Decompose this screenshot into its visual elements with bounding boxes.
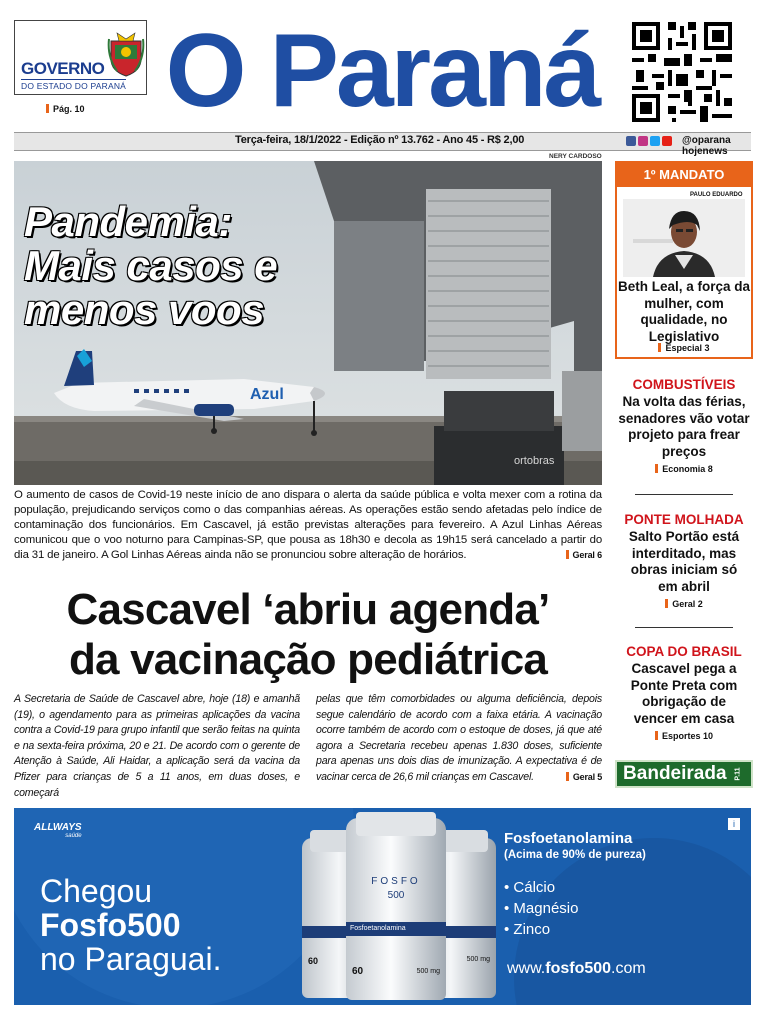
bandeirada-page-ref: P.11	[734, 767, 742, 781]
bottle-left-count: 60	[308, 956, 319, 966]
ad-bullet: Magnésio	[513, 900, 579, 917]
governo-logo[interactable]	[14, 20, 147, 95]
sidebar-divider	[635, 494, 733, 495]
ponte-molhada-body: Salto Portão está interditado, mas obras iniciam só em abril	[628, 529, 740, 594]
governo-word: GOVERNO	[21, 59, 105, 78]
ad-bullet: Zinco	[513, 921, 551, 938]
ad-url-suffix: .com	[611, 960, 646, 977]
mandato-body: Beth Leal, a força da mulher, com qualidade, no Legislativo	[617, 279, 751, 344]
coat-of-arms-icon	[107, 31, 145, 77]
copa-title: COPA DO BRASIL	[626, 644, 742, 659]
vaccine-headline-line2: da vacinação pediátrica	[68, 635, 548, 684]
youtube-icon[interactable]	[662, 136, 672, 146]
copa-body: Cascavel pega a Ponte Preta com obrigação de vencer em casa	[630, 661, 738, 726]
pandemia-headline-line3: menos voos	[24, 286, 265, 333]
sidebar-story-combustiveis[interactable]	[615, 377, 753, 474]
sidebar-story-ponte-molhada[interactable]	[615, 512, 753, 609]
ponte-molhada-page-ref[interactable]: Geral 2	[615, 599, 753, 609]
bottle-center-dose: 500 mg	[416, 968, 440, 975]
twitter-icon[interactable]	[650, 136, 660, 146]
combustiveis-title: COMBUSTÍVEIS	[632, 377, 736, 392]
bottle-center	[346, 818, 446, 1000]
ad-url-prefix: www.	[507, 960, 546, 977]
social-handle[interactable]: @oparana hojenews	[682, 135, 731, 157]
photo-credit: NERY CARDOSO	[549, 153, 602, 160]
jetbridge-brand: ortobras	[514, 455, 555, 467]
vaccine-column-1: A Secretaria de Saúde de Cascavel abre, hoje (18) e amanhã (19), o agendamento para as primeiras aplicações da vacina contra a Covid-19 para grupo infantil que serão feitas na quinta e na sexta-feira próxima, 20 e 21. De acordo com o gerente de Atenção à Saúde, Ali Haidar, a aplicação será da vacina da Pfizer para crianças de 5 a 11 anos, em duas doses, e começará	[14, 693, 300, 799]
bandeirada-label: Bandeirada	[623, 763, 727, 785]
fosfo500-ad[interactable]	[14, 808, 751, 1005]
bottle-right-dose: 500 mg	[466, 956, 490, 963]
ad-headline-1: Chegou	[40, 873, 153, 909]
governo-page-ref[interactable]: Pág. 10	[46, 104, 85, 114]
ad-headline	[40, 874, 221, 976]
allways-logo	[34, 822, 82, 839]
copa-page-ref[interactable]: Esportes 10	[615, 731, 753, 741]
ad-product-title: Fosfoetanolamina	[504, 830, 633, 847]
social-icons[interactable]	[626, 136, 672, 146]
sidebar-story-copa-do-brasil[interactable]	[615, 644, 753, 741]
governo-sub: DO ESTADO DO PARANÁ	[21, 81, 127, 91]
ad-url[interactable]	[507, 960, 646, 978]
beth-leal-portrait	[623, 199, 745, 277]
bottle-label-1: FOSFO	[371, 876, 421, 887]
pandemia-lead-text: O aumento de casos de Covid-19 neste início de ano dispara o alerta da saúde pública e volta mexer com a rotina da população, prejudicando serviços como o das companhias aéreas. As operações estão sendo afetadas pelo índice de contaminação dos funcionários. Em Cascavel, já estão previstas alterações para fevereiro. A Azul Linhas Aéreas comunicou que o voo noturno para Campinas-SP, que pousa as 18h30 e decola as 19h15 será cancelado a partir do dia 31 de janeiro. A Gol Linhas Aéreas ainda não se pronunciou sobre alteração de horários.	[14, 489, 602, 561]
bottle-label-2: 500	[387, 890, 405, 901]
vaccine-headline-line1: Cascavel ‘abriu agenda’	[66, 585, 550, 634]
ad-bullets: • Cálcio • Magnésio • Zinco	[504, 879, 579, 938]
mandato-box[interactable]	[615, 161, 753, 359]
combustiveis-body: Na volta das férias, senadores vão votar projeto para frear preços	[618, 394, 750, 459]
pandemia-headline-line1: Pandemia:	[24, 198, 232, 245]
ad-info-icon[interactable]: i	[728, 818, 740, 830]
bottle-center-count: 60	[352, 966, 364, 977]
ad-product-sub: (Acima de 90% de pureza)	[504, 849, 646, 861]
edition-date: Terça-feira, 18/1/2022 - Edição nº 13.762 - Ano 45 - R$ 2,00	[235, 134, 525, 146]
instagram-icon[interactable]	[638, 136, 648, 146]
allways-brand: ALLWAYS	[34, 822, 82, 833]
pandemia-headline[interactable]	[24, 200, 277, 332]
combustiveis-page-ref[interactable]: Economia 8	[615, 464, 753, 474]
sidebar-divider	[635, 627, 733, 628]
vaccine-column-2	[316, 692, 602, 786]
ad-url-bold: fosfo500	[545, 960, 612, 977]
ad-headline-2: Fosfo500	[40, 907, 181, 943]
pandemia-headline-line2: Mais casos e	[24, 242, 278, 289]
ad-headline-3: no Paraguai.	[40, 941, 222, 977]
vaccine-column-2-text: pelas que têm comorbidades ou alguma deficiência, depois segue calendário de acordo com a faixa etária. A vacinação ocorre também de acordo com o estoque de doses, já que até agora a Secretaria recebeu apenas 1.830 doses, suficiente para apenas uns dois dias de imunização. A expectativa é de vacinar cerca de 26,6 mil crianças em Cascavel.	[316, 693, 602, 783]
ad-product-info	[504, 830, 646, 940]
bottle-band: Fosfoetanolamina	[346, 922, 446, 936]
facebook-icon[interactable]	[626, 136, 636, 146]
pandemia-page-ref[interactable]: Geral 6	[566, 548, 602, 563]
masthead-title[interactable]: O Paraná	[165, 13, 599, 129]
bandeirada-banner[interactable]	[615, 760, 753, 788]
mandato-photo-credit: PAULO EDUARDO	[690, 192, 743, 198]
vaccine-headline[interactable]	[14, 585, 602, 685]
mandato-header: 1º MANDATO	[617, 163, 751, 187]
mandato-page-ref[interactable]: Especial 3	[617, 343, 751, 353]
allways-brand-sub: saúde	[65, 833, 82, 839]
pandemia-lead	[14, 488, 602, 563]
ponte-molhada-title: PONTE MOLHADA	[624, 512, 744, 527]
vaccine-page-ref[interactable]: Geral 5	[566, 770, 602, 786]
plane-logo: Azul	[250, 386, 284, 403]
ad-bullet: Cálcio	[513, 879, 556, 896]
qr-code-icon[interactable]	[632, 22, 732, 122]
